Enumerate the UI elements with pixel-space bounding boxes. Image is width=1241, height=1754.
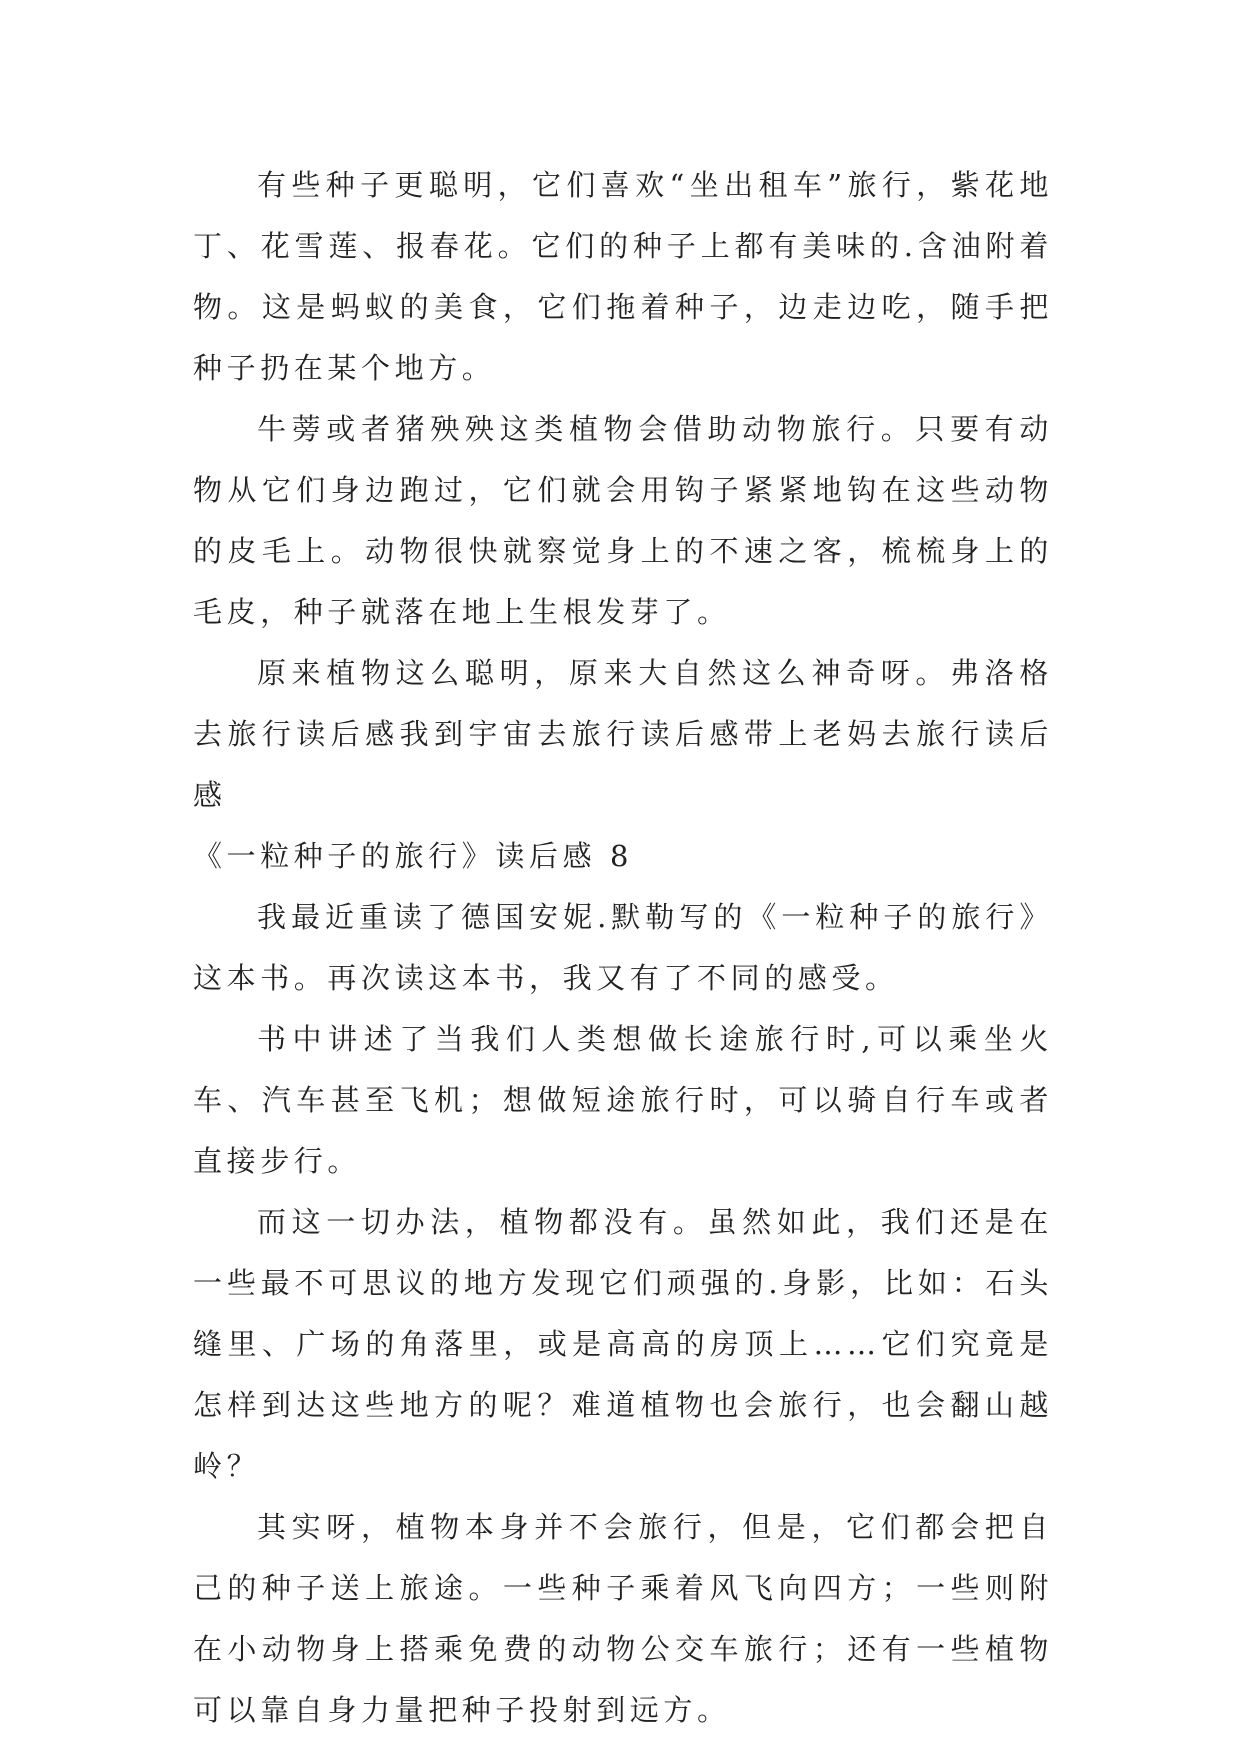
paragraph-seed-journey: 其实呀，植物本身并不会旅行，但是，它们都会把自己的种子送上旅途。一些种子乘着风飞向四方；一些则附在小动物身上搭乘免费的动物公交车旅行；还有一些植物可以靠自身力量把种子投射到远方。	[193, 1510, 1053, 1727]
paragraph-ant-seeds: 有些种子更聪明，它们喜欢“坐出租车”旅行，紫花地丁、花雪莲、报春花。它们的种子上都有美味的.含油附着物。这是蚂蚁的美食，它们拖着种子，边走边吃，随手把种子扔在某个地方。	[193, 168, 1053, 385]
document-body	[193, 155, 1053, 1741]
paragraph-plants-places: 而这一切办法，植物都没有。虽然如此，我们还是在一些最不可思议的地方发现它们顽强的.身影，比如：石头缝里、广场的角落里，或是高高的房顶上……它们究竟是怎样到达这些地方的呢？难道植物也会旅行，也会翻山越岭？	[193, 1205, 1053, 1483]
paragraph-reread-book: 我最近重读了德国安妮.默勒写的《一粒种子的旅行》这本书。再次读这本书，我又有了不同的感受。	[193, 900, 1053, 995]
paragraph-nature-wonder: 原来植物这么聪明，原来大自然这么神奇呀。弗洛格去旅行读后感我到宇宙去旅行读后感带上老妈去旅行读后感	[193, 656, 1053, 812]
paragraph-human-travel: 书中讲述了当我们人类想做长途旅行时,可以乘坐火车、汽车甚至飞机；想做短途旅行时，可以骑自行车或者直接步行。	[193, 1022, 1053, 1178]
paragraph-animal-hooks: 牛蒡或者猪殃殃这类植物会借助动物旅行。只要有动物从它们身边跑过，它们就会用钩子紧紧地钩在这些动物的皮毛上。动物很快就察觉身上的不速之客，梳梳身上的毛皮，种子就落在地上生根发芽了。	[193, 412, 1053, 629]
section-heading: 《一粒种子的旅行》读后感 8	[193, 839, 634, 873]
